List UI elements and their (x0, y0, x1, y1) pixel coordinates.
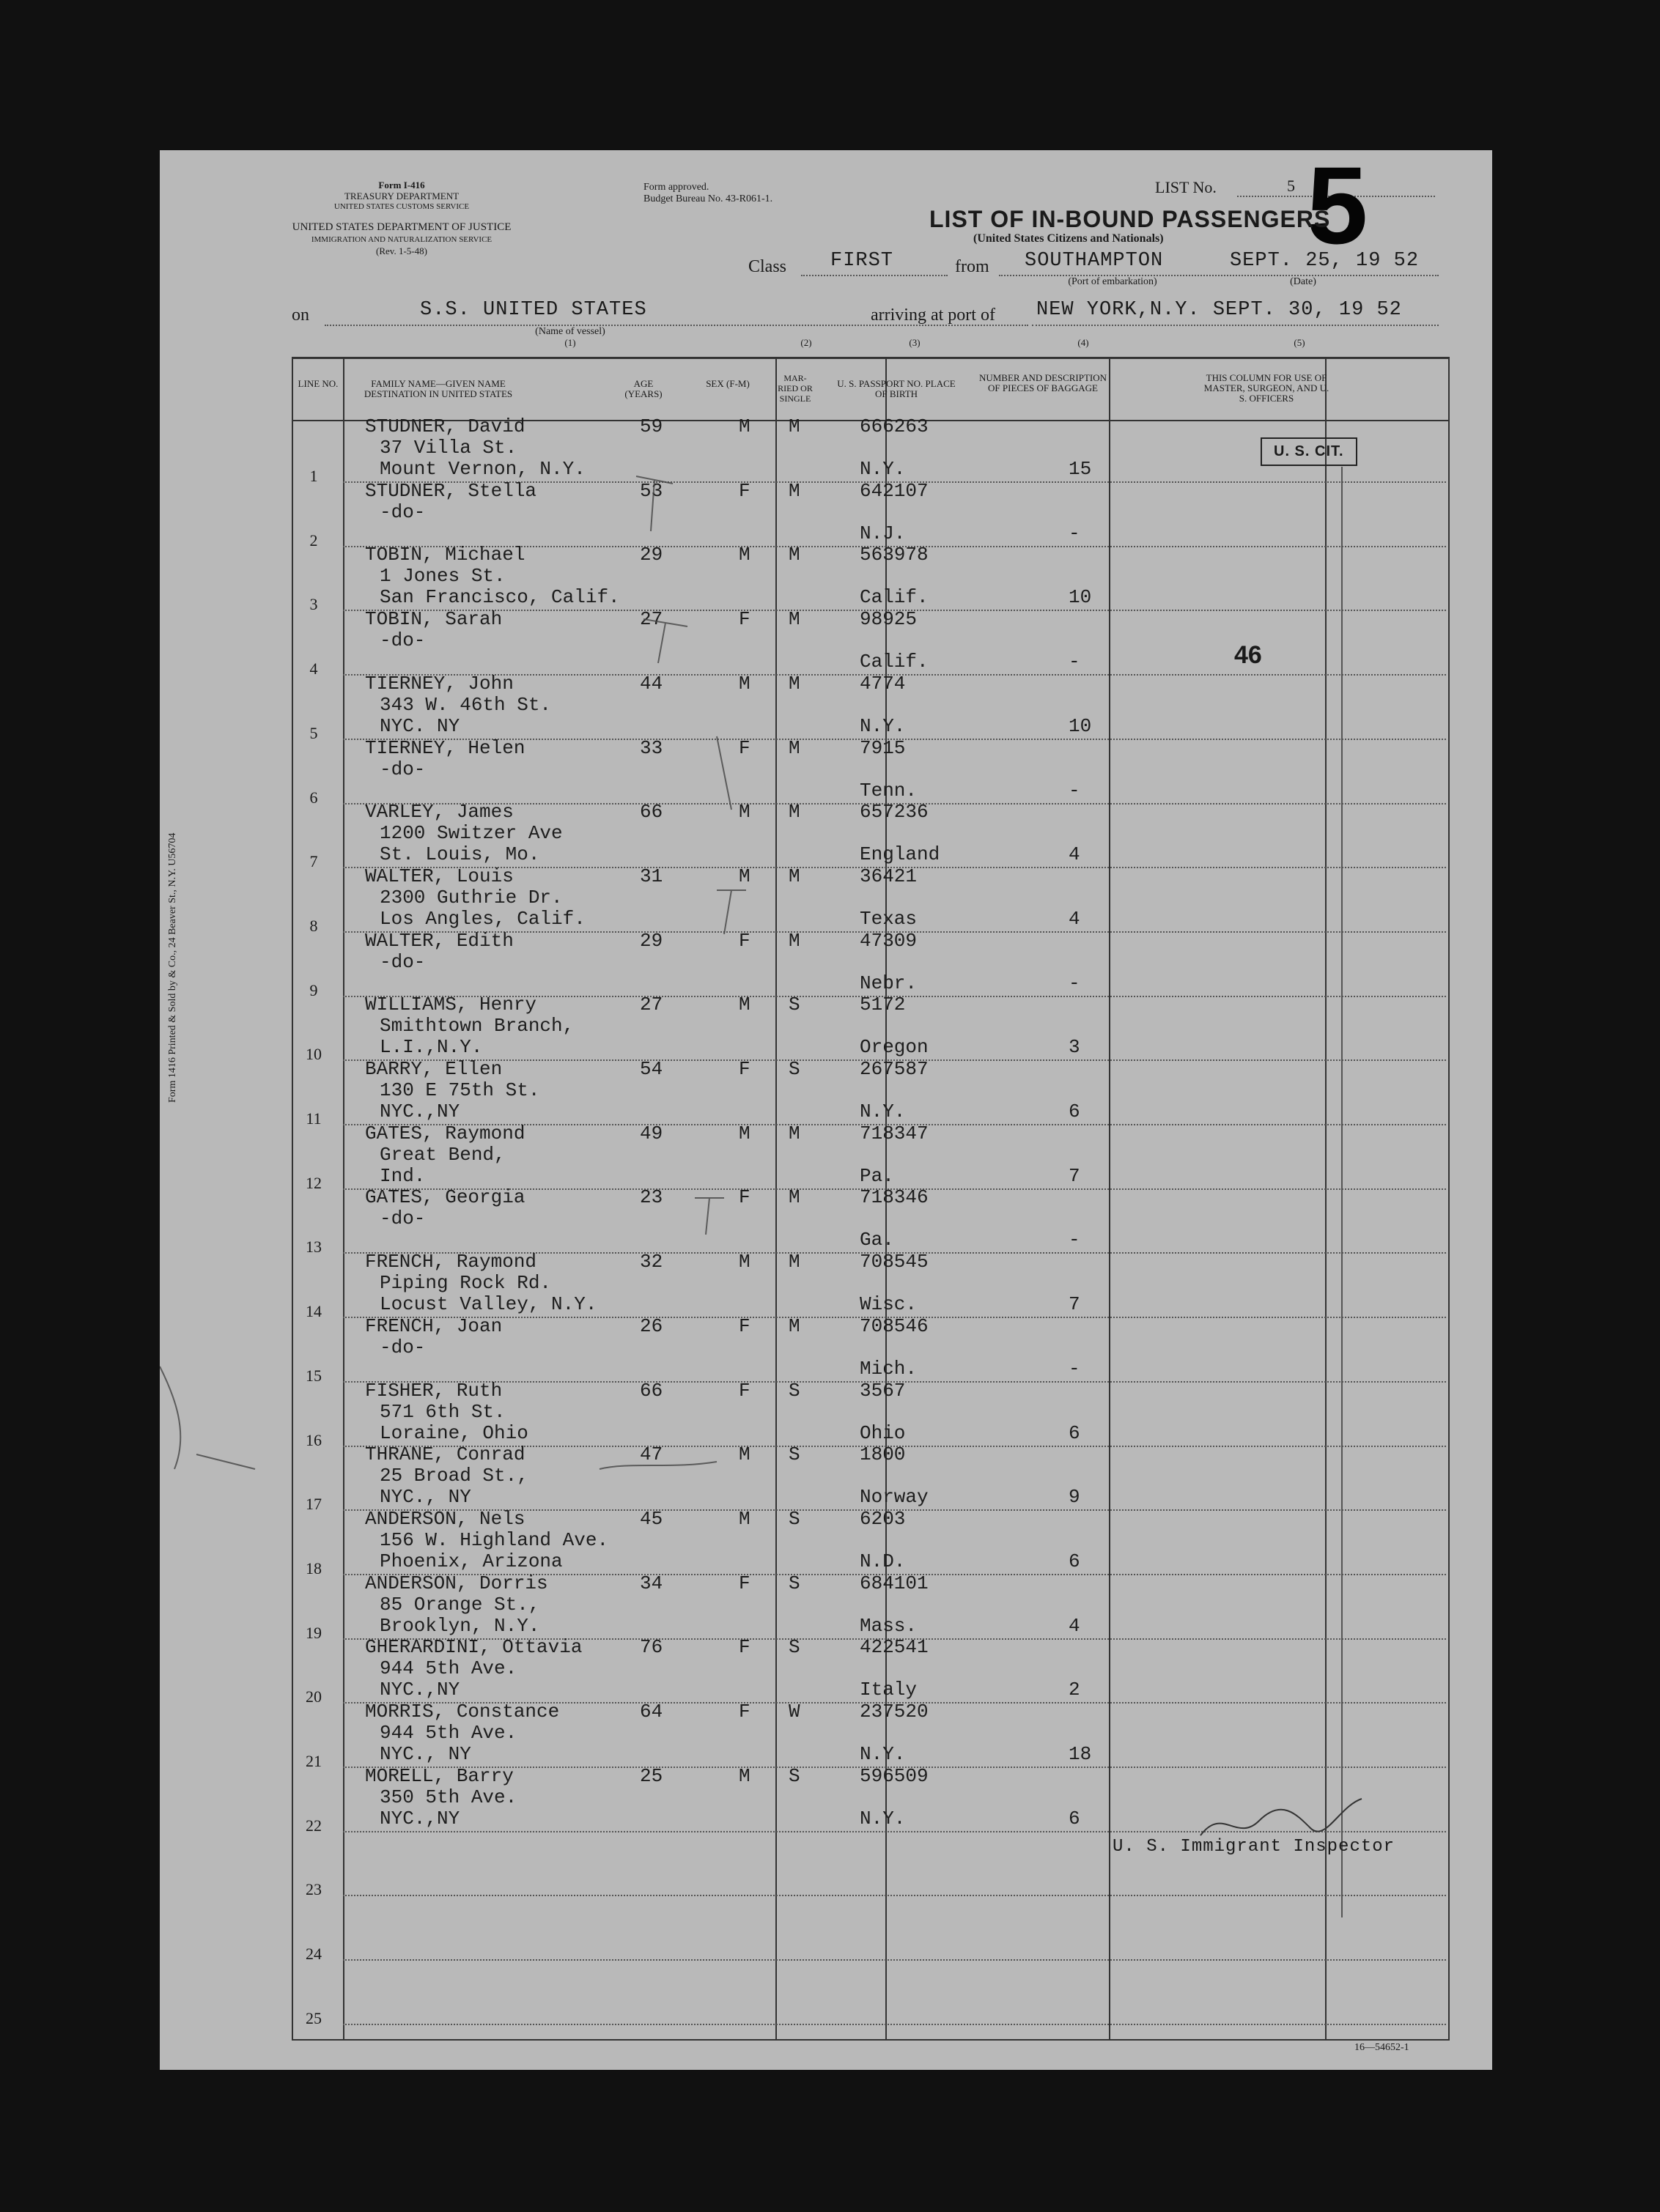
place-of-birth: Ohio (860, 1421, 906, 1444)
passenger-marital: S (789, 1443, 800, 1466)
us-citizen-stamp: U. S. CIT. (1261, 437, 1357, 466)
passenger-city: NYC.,NY (380, 1807, 460, 1830)
passenger-name: TOBIN, Sarah (365, 608, 503, 631)
passenger-marital: M (789, 672, 800, 695)
line-number: 20 (306, 1687, 322, 1706)
line-number: 9 (309, 980, 318, 999)
line-number: 14 (306, 1302, 322, 1321)
passport-number: 36421 (860, 865, 918, 887)
line-number: 24 (306, 1945, 322, 1964)
passenger-marital: S (789, 1379, 800, 1402)
passenger-city: NYC.,NY (380, 1101, 460, 1122)
passenger-age: 47 (640, 1443, 663, 1466)
treasury-dept: TREASURY DEPARTMENT (344, 191, 460, 201)
line-number: 18 (306, 1558, 322, 1577)
customs-service: UNITED STATES CUSTOMS SERVICE (333, 202, 470, 211)
passenger-sex: M (739, 994, 750, 1016)
passenger-city: Mount Vernon, N.Y. (380, 458, 586, 480)
on-label: on (292, 306, 309, 325)
passenger-name: FRENCH, Raymond (365, 1251, 537, 1273)
baggage-count: 7 (1069, 1164, 1080, 1187)
from-value: SOUTHAMPTON (1025, 250, 1164, 272)
baggage-count: 6 (1069, 1807, 1080, 1830)
passenger-name: WALTER, Edith (365, 929, 514, 952)
passenger-address: -do- (380, 950, 426, 973)
passenger-age: 53 (640, 479, 663, 502)
passenger-sex: F (739, 736, 750, 759)
col-number-3: (3) (909, 337, 921, 348)
line-number: 15 (306, 1366, 322, 1385)
passenger-marital: W (789, 1701, 800, 1723)
line-number: 5 (309, 723, 318, 742)
passenger-address: Smithtown Branch, (380, 1015, 575, 1037)
passenger-city: NYC., NY (380, 1743, 471, 1765)
budget-bureau: Budget Bureau No. 43-R061-1. (643, 193, 773, 204)
passport-number: 718347 (860, 1122, 929, 1144)
line-number: 7 (309, 852, 318, 871)
passport-number: 596509 (860, 1764, 929, 1787)
place-of-birth: Mich. (860, 1357, 918, 1380)
port-embarkation-label: (Port of embarkation) (1068, 276, 1157, 287)
passenger-marital: M (789, 479, 800, 502)
passenger-sex: F (739, 608, 750, 631)
form-number: Form I-416 (378, 180, 425, 191)
passenger-age: 32 (640, 1251, 663, 1273)
passenger-address: 37 Villa St. (380, 437, 517, 459)
baggage-count: 4 (1069, 1614, 1080, 1637)
passenger-marital: S (789, 1764, 800, 1787)
list-no-label: LIST No. (1155, 178, 1217, 196)
passenger-age: 34 (640, 1572, 663, 1594)
passenger-address: -do- (380, 1336, 426, 1358)
passenger-name: STUDNER, David (365, 415, 525, 437)
baggage-count: 7 (1069, 1293, 1080, 1316)
line-number: 10 (306, 1045, 322, 1064)
passenger-name: THRANE, Conrad (365, 1443, 525, 1466)
passenger-age: 27 (640, 608, 663, 631)
ins-service: IMMIGRATION AND NATURALIZATION SERVICE (311, 235, 493, 244)
baggage-count: 3 (1069, 1036, 1080, 1059)
passport-number: 708546 (860, 1314, 929, 1337)
passenger-sex: M (739, 1122, 750, 1144)
passenger-sex: F (739, 479, 750, 502)
place-of-birth: Norway (860, 1486, 929, 1509)
header-married: MAR-RIED OR SINGLE (778, 373, 813, 404)
passenger-sex: M (739, 672, 750, 695)
passenger-age: 54 (640, 1058, 663, 1080)
passenger-address: 156 W. Highland Ave. (380, 1528, 609, 1551)
passenger-city: NYC.,NY (380, 1679, 460, 1701)
baggage-count: - (1069, 779, 1080, 802)
line-number: 21 (306, 1752, 322, 1770)
passenger-address: Great Bend, (380, 1143, 506, 1166)
passenger-marital: S (789, 1572, 800, 1594)
baggage-count: 6 (1069, 1421, 1080, 1444)
passport-number: 5172 (860, 994, 906, 1016)
passenger-address: 944 5th Ave. (380, 1657, 517, 1680)
passenger-name: STUDNER, Stella (365, 479, 537, 502)
header-officers: THIS COLUMN FOR USE OF MASTER, SURGEON, AND U. S. OFFICERS (1203, 372, 1329, 404)
passenger-address: 2300 Guthrie Dr. (380, 886, 563, 909)
passenger-marital: M (789, 1186, 800, 1209)
passport-number: 6203 (860, 1507, 906, 1530)
passenger-marital: M (789, 608, 800, 631)
passport-number: 642107 (860, 479, 929, 502)
line-number: 12 (306, 1173, 322, 1192)
baggage-count: 15 (1069, 458, 1092, 480)
baggage-count: - (1069, 522, 1080, 544)
place-of-birth: Nebr. (860, 972, 918, 994)
col-number-1: (1) (564, 337, 576, 348)
form-subtitle: (United States Citizens and Nationals) (973, 232, 1164, 245)
arriving-value: NEW YORK,N.Y. SEPT. 30, 19 52 (1036, 299, 1402, 321)
passport-number: 718346 (860, 1186, 929, 1209)
class-value: FIRST (830, 250, 894, 272)
passenger-address: -do- (380, 1207, 426, 1230)
place-of-birth: N.Y. (860, 1101, 906, 1122)
baggage-count: - (1069, 1229, 1080, 1251)
passenger-sex: F (739, 1572, 750, 1594)
vessel-label: (Name of vessel) (535, 326, 605, 337)
passenger-name: TIERNEY, Helen (365, 736, 525, 759)
line-number: 6 (309, 788, 318, 807)
place-of-birth: N.Y. (860, 1743, 906, 1765)
passenger-age: 49 (640, 1122, 663, 1144)
passenger-age: 59 (640, 415, 663, 437)
place-of-birth: N.Y. (860, 714, 906, 737)
passenger-sex: M (739, 865, 750, 887)
passenger-city: NYC. NY (380, 714, 460, 737)
form-approved: Form approved. (643, 182, 709, 193)
header-passport: U. S. PASSPORT NO. PLACE OF BIRTH (837, 378, 956, 399)
passenger-city: Locust Valley, N.Y. (380, 1293, 597, 1316)
passenger-name: TIERNEY, John (365, 672, 514, 695)
passenger-marital: M (789, 865, 800, 887)
passport-number: 708545 (860, 1251, 929, 1273)
passenger-sex: M (739, 1443, 750, 1466)
passenger-name: ANDERSON, Nels (365, 1507, 525, 1530)
place-of-birth: Italy (860, 1679, 918, 1701)
passenger-address: 944 5th Ave. (380, 1722, 517, 1744)
passenger-age: 25 (640, 1764, 663, 1787)
baggage-count: 4 (1069, 843, 1080, 866)
passport-number: 684101 (860, 1572, 929, 1594)
passenger-sex: M (739, 544, 750, 566)
passport-number: 4774 (860, 672, 906, 695)
passenger-address: 350 5th Ave. (380, 1786, 517, 1808)
passenger-marital: M (789, 415, 800, 437)
passenger-address: -do- (380, 629, 426, 652)
passenger-marital: S (789, 1058, 800, 1080)
place-of-birth: Tenn. (860, 779, 918, 802)
passenger-sex: F (739, 1701, 750, 1723)
passenger-marital: M (789, 801, 800, 824)
passport-number: 666263 (860, 415, 929, 437)
passport-number: 563978 (860, 544, 929, 566)
passenger-sex: M (739, 415, 750, 437)
baggage-count: 2 (1069, 1679, 1080, 1701)
passenger-name: TOBIN, Michael (365, 544, 525, 566)
passenger-city: Brooklyn, N.Y. (380, 1614, 540, 1637)
baggage-count: - (1069, 651, 1080, 673)
baggage-count: 10 (1069, 586, 1092, 609)
passenger-sex: M (739, 1764, 750, 1787)
baggage-count: - (1069, 972, 1080, 994)
passenger-city: Los Angles, Calif. (380, 907, 586, 930)
passenger-marital: M (789, 929, 800, 952)
passenger-address: 343 W. 46th St. (380, 693, 552, 716)
passenger-sex: F (739, 1314, 750, 1337)
header-sex: SEX (F-M) (706, 378, 750, 389)
passenger-name: GATES, Raymond (365, 1122, 525, 1144)
line-number: 22 (306, 1816, 322, 1835)
passenger-age: 27 (640, 994, 663, 1016)
passport-number: 47309 (860, 929, 918, 952)
passenger-address: -do- (380, 758, 426, 780)
passport-number: 3567 (860, 1379, 906, 1402)
col-number-5: (5) (1294, 337, 1305, 348)
passenger-city: St. Louis, Mo. (380, 843, 540, 866)
place-of-birth: Pa. (860, 1164, 894, 1187)
passenger-sex: M (739, 801, 750, 824)
passport-number: 422541 (860, 1636, 929, 1659)
passenger-marital: M (789, 1122, 800, 1144)
date-label: (Date) (1290, 276, 1316, 287)
passenger-age: 66 (640, 801, 663, 824)
passenger-city: L.I.,N.Y. (380, 1036, 483, 1059)
line-number: 8 (309, 916, 318, 935)
passenger-name: ANDERSON, Dorris (365, 1572, 548, 1594)
passenger-address: 1200 Switzer Ave (380, 822, 563, 845)
place-of-birth: N.J. (860, 522, 906, 544)
passenger-age: 66 (640, 1379, 663, 1402)
passenger-address: 571 6th St. (380, 1400, 506, 1423)
arriving-label: arriving at port of (871, 306, 995, 325)
line-number: 25 (306, 2008, 322, 2027)
place-of-birth: England (860, 843, 940, 866)
passenger-address: 130 E 75th St. (380, 1079, 540, 1101)
passport-number: 1800 (860, 1443, 906, 1466)
passport-number: 98925 (860, 608, 918, 631)
passenger-name: WILLIAMS, Henry (365, 994, 537, 1016)
passenger-age: 44 (640, 672, 663, 695)
passenger-name: BARRY, Ellen (365, 1058, 503, 1080)
passenger-age: 23 (640, 1186, 663, 1209)
passenger-city: Loraine, Ohio (380, 1421, 528, 1444)
col-number-2: (2) (800, 337, 812, 348)
place-of-birth: Texas (860, 907, 918, 930)
passenger-age: 76 (640, 1636, 663, 1659)
header-age: AGE (YEARS) (624, 378, 663, 399)
passenger-age: 31 (640, 865, 663, 887)
line-number: 23 (306, 1880, 322, 1899)
line-number: 3 (309, 595, 318, 614)
line-number: 2 (309, 530, 318, 550)
list-no-value: 5 (1287, 177, 1295, 195)
passenger-city: NYC., NY (380, 1486, 471, 1509)
vessel-name: S.S. UNITED STATES (420, 299, 647, 321)
passenger-age: 29 (640, 929, 663, 952)
line-number: 19 (306, 1623, 322, 1642)
class-label: Class (748, 257, 787, 276)
passenger-name: MORELL, Barry (365, 1764, 514, 1787)
passenger-name: GHERARDINI, Ottavia (365, 1636, 583, 1659)
header-line-no: LINE NO. (298, 378, 339, 389)
inspector-label: U. S. Immigrant Inspector (1113, 1837, 1395, 1857)
passenger-age: 64 (640, 1701, 663, 1723)
place-of-birth: Mass. (860, 1614, 918, 1637)
place-of-birth: N.Y. (860, 458, 906, 480)
passport-number: 267587 (860, 1058, 929, 1080)
form-page (160, 144, 1492, 2070)
from-date: SEPT. 25, 19 52 (1230, 250, 1420, 272)
passenger-sex: F (739, 1379, 750, 1402)
footer-code: 16—54652-1 (1354, 2042, 1409, 2053)
passenger-address: -do- (380, 500, 426, 523)
passenger-marital: M (789, 1314, 800, 1337)
passenger-age: 29 (640, 544, 663, 566)
header-baggage: NUMBER AND DESCRIPTION OF PIECES OF BAGGAGE (978, 372, 1107, 393)
passenger-address: 25 Broad St., (380, 1465, 528, 1487)
count-note: 46 (1234, 641, 1262, 669)
line-number: 17 (306, 1495, 322, 1514)
header-name: FAMILY NAME—GIVEN NAME DESTINATION IN UNITED STATES (364, 378, 513, 399)
passenger-address: 85 Orange St., (380, 1593, 540, 1616)
passenger-name: FISHER, Ruth (365, 1379, 503, 1402)
revision: (Rev. 1-5-48) (376, 245, 427, 256)
passenger-marital: M (789, 1251, 800, 1273)
list-big-number: 5 (1307, 144, 1368, 267)
passenger-marital: S (789, 1636, 800, 1659)
place-of-birth: Calif. (860, 586, 929, 609)
col-number-4: (4) (1077, 337, 1089, 348)
line-number: 1 (309, 467, 318, 485)
passenger-marital: S (789, 994, 800, 1016)
baggage-count: 18 (1069, 1743, 1092, 1765)
passenger-sex: F (739, 1058, 750, 1080)
passenger-city: Phoenix, Arizona (380, 1550, 563, 1572)
place-of-birth: Calif. (860, 651, 929, 673)
passenger-name: WALTER, Louis (365, 865, 514, 887)
line-number: 4 (309, 659, 318, 678)
form-title: LIST OF IN-BOUND PASSENGERS (929, 206, 1331, 232)
passenger-name: VARLEY, James (365, 801, 514, 824)
pencil-marks (160, 144, 1492, 2070)
baggage-count: - (1069, 1357, 1080, 1380)
baggage-count: 9 (1069, 1486, 1080, 1509)
line-number: 13 (306, 1238, 322, 1257)
baggage-count: 10 (1069, 714, 1092, 737)
passport-number: 7915 (860, 736, 906, 759)
passenger-name: FRENCH, Joan (365, 1314, 503, 1337)
place-of-birth: Ga. (860, 1229, 894, 1251)
passenger-marital: M (789, 736, 800, 759)
baggage-count: 6 (1069, 1101, 1080, 1122)
passenger-city: San Francisco, Calif. (380, 586, 620, 609)
place-of-birth: N.Y. (860, 1807, 906, 1830)
passenger-sex: F (739, 1636, 750, 1659)
passenger-address: Piping Rock Rd. (380, 1272, 552, 1295)
passport-number: 237520 (860, 1701, 929, 1723)
passenger-address: 1 Jones St. (380, 565, 506, 588)
baggage-count: 6 (1069, 1550, 1080, 1572)
passenger-age: 33 (640, 736, 663, 759)
passenger-marital: M (789, 544, 800, 566)
passenger-name: MORRIS, Constance (365, 1701, 560, 1723)
passenger-city: Ind. (380, 1164, 426, 1187)
passenger-sex: F (739, 929, 750, 952)
side-printer-text: Form 1416 Printed & Sold by & Co., 24 Beaver St., N.Y. U56704 (167, 832, 178, 1103)
passenger-sex: M (739, 1251, 750, 1273)
passenger-age: 45 (640, 1507, 663, 1530)
passenger-age: 26 (640, 1314, 663, 1337)
from-label: from (955, 257, 989, 276)
passenger-sex: F (739, 1186, 750, 1209)
baggage-count: 4 (1069, 907, 1080, 930)
line-number: 16 (306, 1430, 322, 1449)
passenger-name: GATES, Georgia (365, 1186, 525, 1209)
line-number: 11 (306, 1109, 322, 1128)
passport-number: 657236 (860, 801, 929, 824)
place-of-birth: Wisc. (860, 1293, 918, 1316)
passenger-marital: S (789, 1507, 800, 1530)
justice-dept: UNITED STATES DEPARTMENT OF JUSTICE (292, 221, 512, 233)
place-of-birth: N.D. (860, 1550, 906, 1572)
place-of-birth: Oregon (860, 1036, 929, 1059)
passenger-sex: M (739, 1507, 750, 1530)
